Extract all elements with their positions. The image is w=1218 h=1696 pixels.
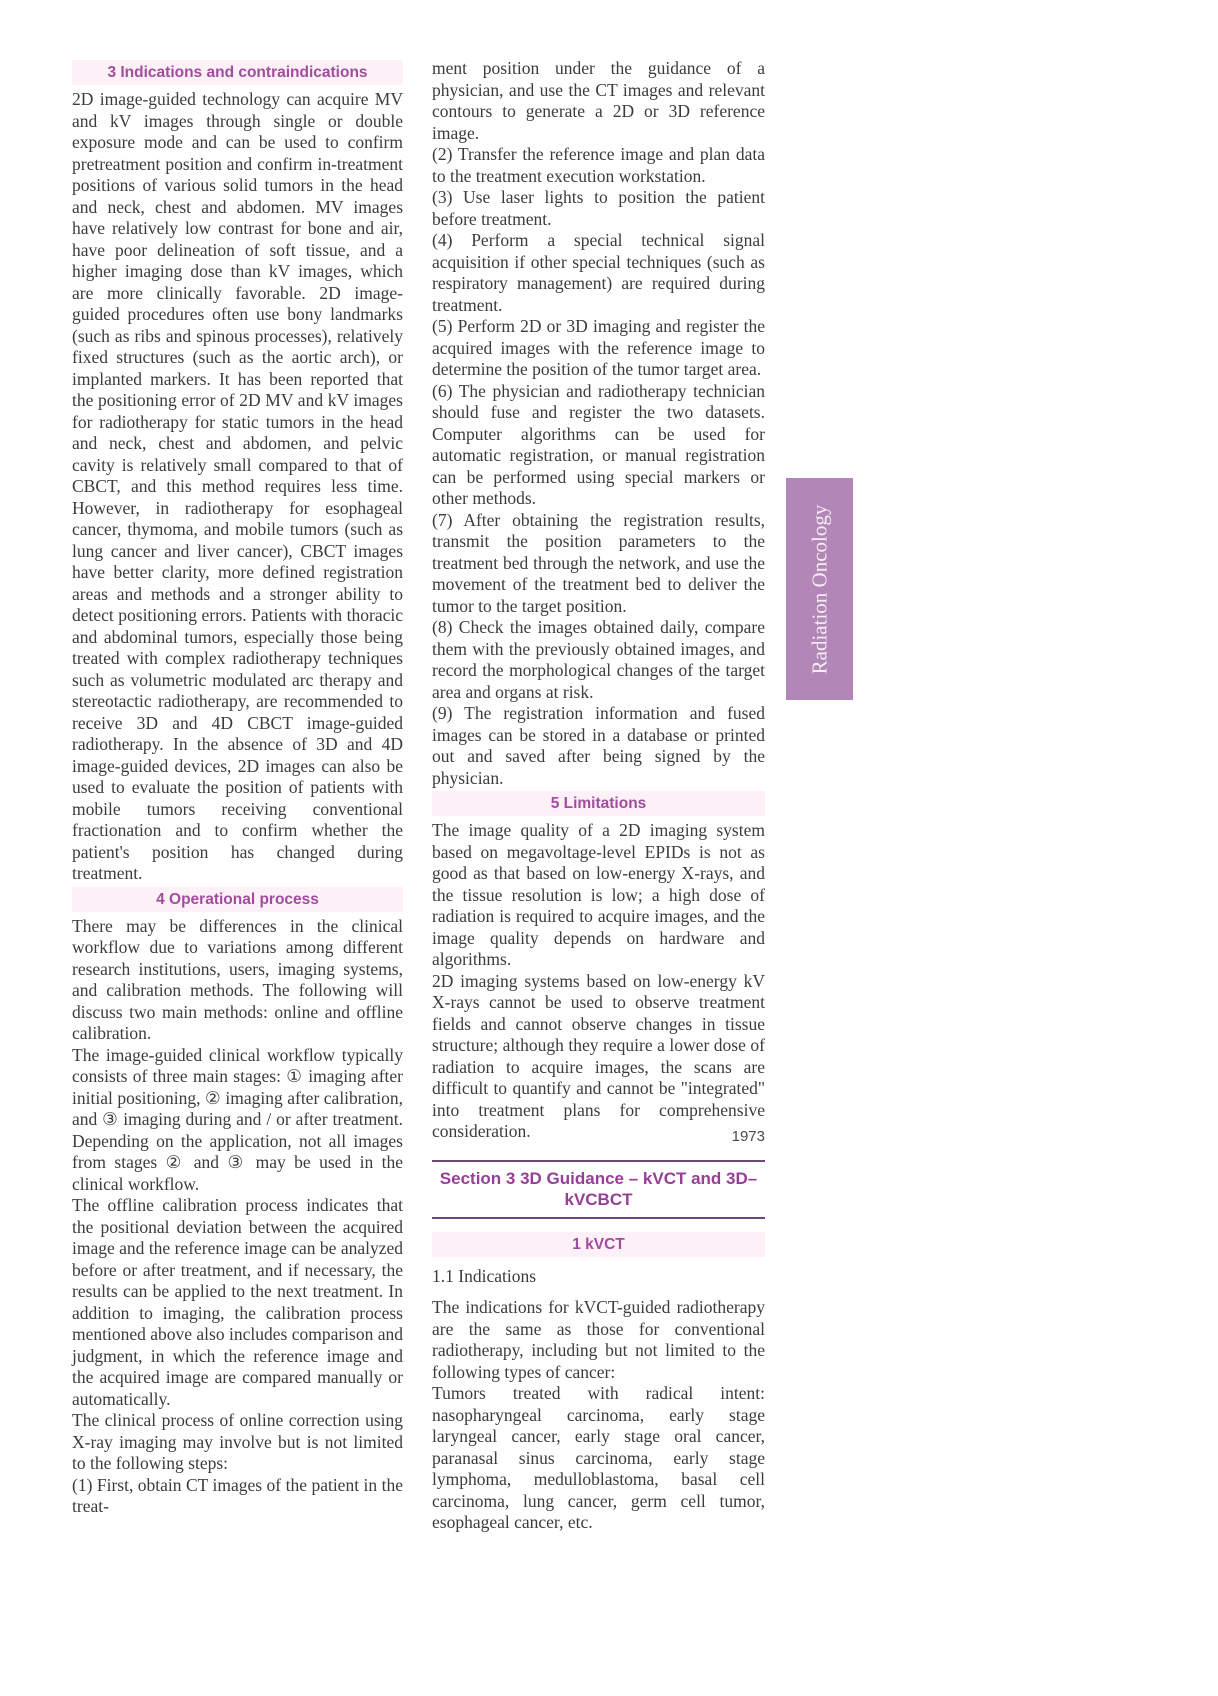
body-paragraph: (1) First, obtain CT images of the patient in the treat- [72,1474,403,1516]
body-paragraph: ment position under the guidance of a physician, and use the CT images and relevant contours to generate a 2D or 3D reference image. [432,58,765,143]
page-number: 1973 [731,1128,765,1145]
section-heading: Section 3 3D Guidance – kVCT and 3D–kVCBCT [432,1160,765,1219]
body-paragraph: (8) Check the images obtained daily, compare them with the previously obtained images, and record the morphological changes of the target area and organs at risk. [432,617,765,702]
body-paragraph: The clinical process of online correction using X-ray imaging may involve but is not limited to the following steps: [72,1410,403,1473]
body-paragraph: (2) Transfer the reference image and plan data to the treatment execution workstation. [432,144,765,186]
body-paragraph: (3) Use laser lights to position the patient before treatment. [432,187,765,229]
body-paragraph: (6) The physician and radiotherapy technician should fuse and register the two datasets. Computer algorithms can be used for automatic registration, or manual registration can be performed using special markers or other methods. [432,380,765,508]
body-paragraph: There may be differences in the clinical workflow due to variations among different research institutions, users, imaging systems, and calibration methods. The following will discuss two main methods: online and offline calibration. [72,915,403,1043]
body-paragraph: Tumors treated with radical intent: nasopharyngeal carcinoma, early stage laryngeal cancer, early stage oral cancer, paranasal sinus carcinoma, early stage lymphoma, medulloblastoma, basal cell carcinoma, lung cancer, germ cell tumor, esophageal cancer, etc. [432,1383,765,1532]
body-paragraph: The offline calibration process indicates that the positional deviation between the acquired image and the reference image can be analyzed before or after treatment, and if necessary, the results can be applied to the next treatment. In addition to imaging, the calibration process mentioned above also includes comparison and judgment, in which the reference image and the acquired image are compared manually or automatically. [72,1195,403,1409]
section-band-header: 3 Indications and contraindications [72,60,403,85]
body-paragraph: (5) Perform 2D or 3D imaging and register the acquired images with the reference image to determine the position of the tumor target area. [432,316,765,379]
section-band-header: 5 Limitations [432,791,765,816]
body-paragraph: 2D image-guided technology can acquire MV and kV images through single or double exposure mode and can be used to confirm pretreatment position and confirm in-treatment positions of various solid tumors in the head and neck, chest and abdomen. MV images have relatively low contrast for bone and air, have poor delineation of soft tissue, and a higher imaging dose than kV images, which are more clinically favorable. 2D image-guided procedures often use bony landmarks (such as ribs and spinous processes), relatively fixed structures (such as the aortic arch), or implanted markers. It has been reported that the positioning error of 2D MV and kV images for radiotherapy for static tumors in the head and neck, chest and abdomen, and pelvic cavity is relatively small compared to that of CBCT, and this method requires less time. However, in radiotherapy for esophageal cancer, thymoma, and mobile tumors (such as lung cancer and liver cancer), CBCT images have better clarity, more defined registration areas and methods and a stronger ability to detect positioning errors. Patients with thoracic and abdominal tumors, especially those being treated with complex radiotherapy techniques such as volumetric modulated arc therapy and stereotactic radiotherapy, are recommended to receive 3D and 4D CBCT image-guided radiotherapy. In the absence of 3D and 4D image-guided devices, 2D images can also be used to evaluate the position of patients with mobile tumors receiving conventional fractionation and to confirm whether the patient's position has changed during treatment. [72,89,403,883]
right-column [432,58,765,1534]
subsection-heading: 1.1 Indications [432,1265,537,1286]
left-column [72,58,403,1518]
chapter-tab-label: Radiation Oncology [807,504,832,674]
section-band-header: 1 kVCT [432,1232,765,1257]
body-paragraph: (9) The registration information and fused images can be stored in a database or printed out and saved after being signed by the physician. [432,703,765,788]
chapter-tab [786,478,853,700]
section-band-header: 4 Operational process [72,887,403,912]
body-paragraph: The image quality of a 2D imaging system based on megavoltage-level EPIDs is not as good as that based on low-energy X-rays, and the tissue resolution is low; a high dose of radiation is required to acquire images, and the image quality depends on hardware and algorithms. [432,820,765,969]
body-paragraph: (4) Perform a special technical signal acquisition if other special techniques (such as respiratory management) are required during treatment. [432,230,765,315]
body-paragraph: The image-guided clinical workflow typically consists of three main stages: ① imaging after initial positioning, ② imaging after calibration, and ③ imaging during and / or after treatment. Depending on the application, not all images from stages ② and ③ may be used in the clinical workflow. [72,1044,403,1194]
body-paragraph: 2D imaging systems based on low-energy kV X-rays cannot be used to observe treatment fields and cannot observe changes in tissue structure; although they require a lower dose of radiation to acquire images, the scans are difficult to quantify and cannot be "integrated" into treatment plans for comprehensive consideration. [432,970,765,1141]
body-paragraph: (7) After obtaining the registration results, transmit the position parameters to the treatment bed through the network, and use the movement of the treatment bed to deliver the tumor to the target position. [432,509,765,616]
body-paragraph: The indications for kVCT-guided radiotherapy are the same as those for conventional radiotherapy, including but not limited to the following types of cancer: [432,1297,765,1382]
